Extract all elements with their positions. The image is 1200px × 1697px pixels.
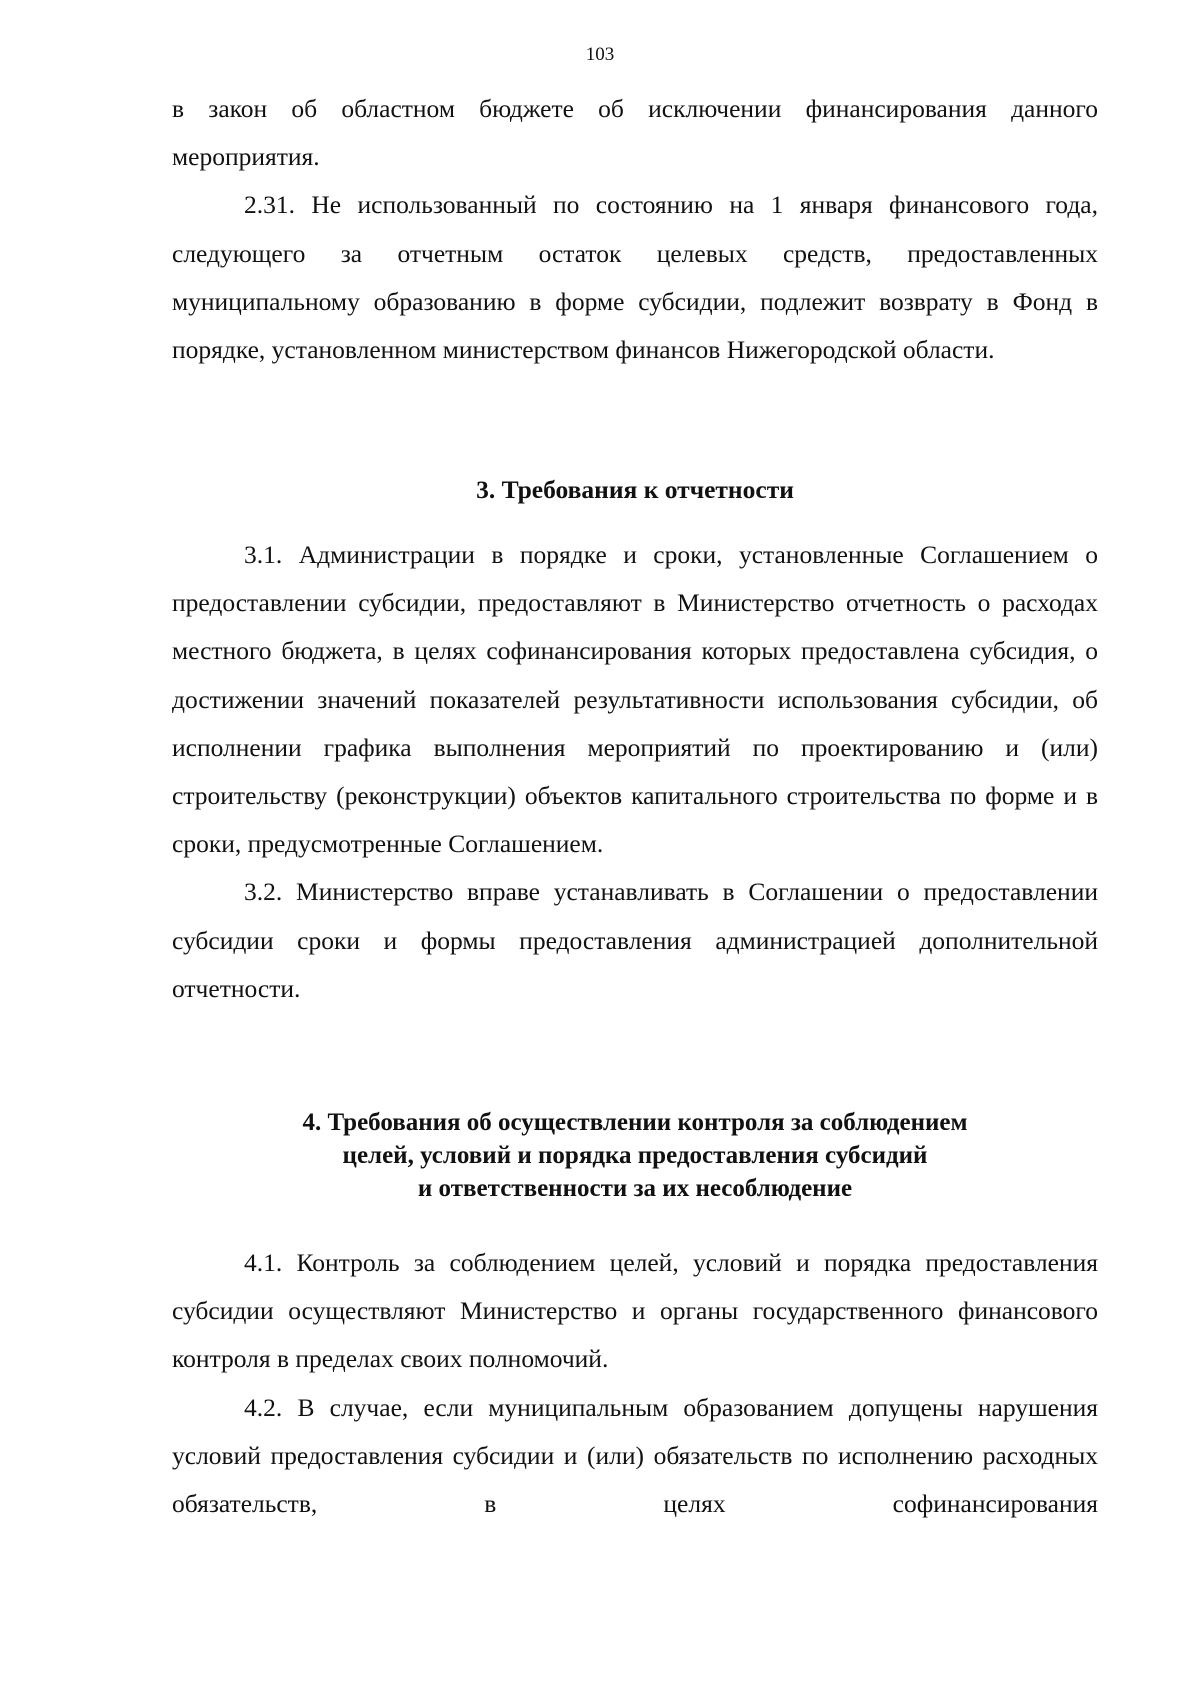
document-body-part-2 (172, 531, 1098, 1013)
document-body-section-3 (172, 466, 1098, 514)
section-heading-4-line-2: целей, условий и порядка предоставления субсидий (342, 1142, 928, 1169)
paragraph-2-31: 2.31. Не использованный по состоянию на 1 января финансового года, следующего за отчетным остаток целевых средств, предоставленных муниципальному образованию в форме субсидии, подлежит возврату в Фонд в порядке, установленном министерством финансов Нижегородской области. (172, 190, 1098, 365)
document-body-part-1 (172, 85, 1098, 374)
page-number: 103 (585, 44, 615, 65)
section-heading-3: 3. Требования к отчетности (476, 475, 794, 504)
paragraph-3-2: 3.2. Министерство вправе устанавливать в Соглашении о предоставлении субсидии сроки и формы предоставления администрацией дополнительной отчетности. (172, 877, 1098, 1003)
section-heading-4-line-3: и ответственности за их несоблюдение (417, 1175, 853, 1202)
document-body-section-4 (172, 1106, 1098, 1205)
paragraph-continuation: в закон об областном бюджете об исключении финансирования данного мероприятия. (172, 94, 1098, 172)
section-heading-4 (172, 1106, 1098, 1205)
paragraph-3-1: 3.1. Администрации в порядке и сроки, установленные Соглашением о предоставлении субсидии, предоставляют в Министерство отчетность о расходах местного бюджета, в целях софинансирования которых предоставлена субсидия, о достижении значений показателей результативности использования субсидии, об исполнении графика выполнения мероприятий по проектированию и (или) строительству (реконструкции) объектов капитального строительства по форме и в сроки, предусмотренные Соглашением. (172, 540, 1098, 859)
paragraph-4-2: 4.2. В случае, если муниципальным образованием допущены нарушения условий предоставления субсидии и (или) обязательств по исполнению расходных обязательств, в целях софинансирования (172, 1392, 1098, 1519)
section-heading-4-line-1: 4. Требования об осуществлении контроля за соблюдением (302, 1109, 968, 1136)
document-body-part-3 (172, 1239, 1098, 1528)
paragraph-4-1: 4.1. Контроль за соблюдением целей, условий и порядка предоставления субсидии осуществляют Министерство и органы государственного финансового контроля в пределах своих полномочий. (172, 1248, 1098, 1374)
